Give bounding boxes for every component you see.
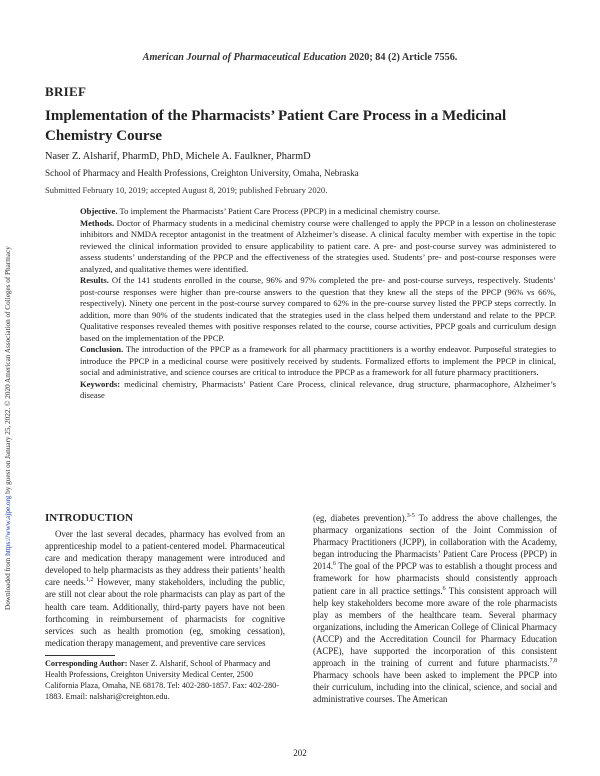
intro-right-text-c: The goal of the PPCP was to establish a thought process and framework for how pharmacists should consistently approach patient care in all practice settings. [313,561,557,596]
abstract-methods [80,218,556,276]
abstract-results [80,275,556,344]
footnote-text: Naser Z. Alsharif, School of Pharmacy and Health Professions, Creighton University Medical Center, 2500 California Plaza, Omaha, NE 68178. Tel: 402-280-1857. Fax: 402-280-1883. Email: nalshari@creighton.edu. [45,659,279,701]
article-title: Implementation of the Pharmacists’ Patient Care Process in a Medicinal Chemistry Course [45,108,507,144]
conclusion-label: Conclusion. [80,344,124,354]
journal-name: American Journal of Pharmaceutical Education [142,52,347,63]
intro-right-text-d: This consistent approach will help key stakeholders become more aware of the role pharmacists play as members of the healthcare team. Several pharmacy organizations, including the American College of Clinical Pharmacy (ACCP) and the Accreditation Council for Pharmacy Education (ACPE), have supported the incorporation of this consistent approach in the training of current and future pharmacists. [313,585,557,669]
keywords-label: Keywords: [80,378,121,389]
intro-paragraph-left [45,528,285,649]
section-heading: INTRODUCTION [45,512,134,524]
results-label: Results. [80,275,109,285]
keywords-text: medicinal chemistry, Pharmacists’ Patient Care Process, clinical relevance, drug structure, pharmacophore, Alzheimer’s disease [80,378,556,400]
right-column [313,512,557,706]
intro-paragraph-right [313,512,557,706]
page-number: 202 [293,748,307,758]
citation-superscript: 7,8 [549,658,557,665]
ajpe-link[interactable]: https://www.ajpe.org [4,495,12,556]
download-notice [2,150,14,610]
article-type: BRIEF [45,84,87,99]
journal-citation: 2020; 84 (2) Article 7556. [348,52,458,63]
footnote-label: Corresponding Author: [45,659,128,668]
journal-header [45,52,555,63]
conclusion-text: The introduction of the PPCP as a framework for all pharmacy practitioners is a worthy endeavor. Purposeful strategies to introduce the PPCP in a medicinal course were positively received by students. Formalized efforts to implement the PPCP in clinical, social and administrative, and science courses are critical to introduce the PPCP as a framework for all future pharmacy practitioners. [80,344,557,377]
methods-text: Doctor of Pharmacy students in a medicinal chemistry course were challenged to apply the PPCP in a lesson on cholinesterase inhibitors and NMDA receptor antagonist in the treatment of Alzheimer’s disease. A clinical faculty member with expertise in the topic reviewed the clinical information provided to ensure applicability to patient care. A pre- and post-course survey was administered to assess students’ understanding of the PPCP and the effectiveness of the strategies used. Students’ pre- and post-course responses were analyzed, and qualitative themes were identified. [80,217,556,274]
download-prefix: Downloaded from [4,555,12,610]
corresponding-author-footnote [45,658,285,702]
citation-superscript: 3-5 [406,513,415,520]
article-authors: Naser Z. Alsharif, PharmD, PhD, Michele A. Faulkner, PharmD [45,151,311,162]
abstract-objective [80,206,556,218]
article-dates: Submitted February 10, 2019; accepted August 8, 2019; published February 2020. [45,185,328,195]
download-sidebar [2,150,16,610]
download-suffix: by guest on January 25, 2022. © 2020 American Association of Colleges of Pharmacy [4,246,12,496]
intro-left-text-a: Over the last several decades, pharmacy has evolved from an apprenticeship model to a patient-centered model. Pharmaceutical care and medication therapy management were introduced and developed to help pharmacists as they address their patients’ health care needs. [45,529,285,588]
abstract-keywords [80,379,556,402]
abstract [80,206,556,402]
intro-right-text-e: Pharmacy schools have been asked to implement the PPCP into their curriculum, including into the clinical, science, and social and administrative courses. The American [313,670,557,705]
citation-superscript: 1,2 [85,577,94,584]
citation-superscript: 6 [332,561,336,568]
citation-superscript: 6 [442,585,446,592]
abstract-conclusion [80,344,556,379]
footnote-divider [45,655,115,656]
objective-label: Objective. [80,206,118,216]
intro-right-text-b: To address the above challenges, the pharmacy organizations section of the Joint Commission of Pharmacy Practitioners (JCPP), in collaboration with the Academy, began introducing the Pharmacists’ Patient Care Process (PPCP) in 2014. [313,513,557,572]
intro-right-text-a: (eg, diabetes prevention). [313,513,407,523]
article-affiliation: School of Pharmacy and Health Professions, Creighton University, Omaha, Nebraska [45,168,359,178]
intro-left-text-b: However, many stakeholders, including the public, are still not clear about the role pharmacists can play as part of the health care team. Additionally, third-party payers have not been forthcoming in reimbursement of pharmacists for cognitive services such as health promotion (eg, smoking cessation), medication therapy management, and preventive care services [45,577,285,648]
objective-text: To implement the Pharmacists’ Patient Care Process (PPCP) in a medicinal chemistry course. [119,206,441,216]
methods-label: Methods. [80,217,115,228]
left-column [45,512,285,649]
results-text: Of the 141 students enrolled in the course, 96% and 97% completed the pre- and post-course surveys, respectively. Students’ post-course responses were higher than pre-course answers to the question that they knew all the steps of the PPCP (96% vs 66%, respectively). Ninety one percent in the post-course survey compared to 62% in the pre-course survey listed the PPCP steps correctly. In addition, more than 90% of the students indicated that the strategies used in the class helped them understand and relate to the PPCP. Qualitative responses revealed themes with positive responses related to the course, course activities, PPCP goals and curriculum design based on the implementation of the PPCP. [80,275,556,343]
